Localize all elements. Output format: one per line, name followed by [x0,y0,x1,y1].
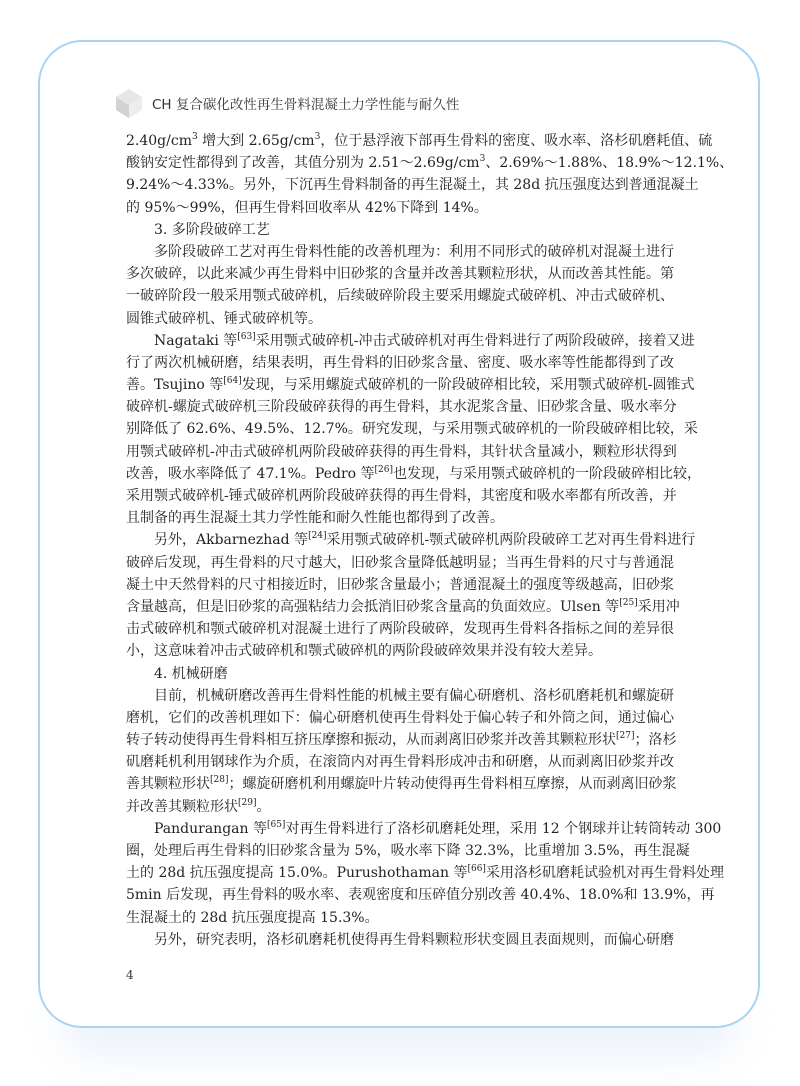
text-run: 2.40g/cm [126,133,192,149]
text-run: 5min 后发现，再生骨料的吸水率、表观密度和压碎值分别改善 40.4%、18.0%和 13.9%，再 [126,887,715,904]
paragraph-line [126,441,677,463]
text-run: 善其颗粒形状 [126,776,210,793]
paragraph-line [126,418,698,440]
paragraph-line [126,485,677,507]
citation-superscript: 3 [314,132,321,142]
text-run: 击式破碎机和颚式破碎机对混凝土进行了两阶段破碎，发现再生骨料各指标之间的差异很 [126,621,674,638]
paragraph-line [126,862,724,884]
text-run: 圆锥式破碎机、锤式破碎机等。 [126,310,322,327]
citation-superscript: 3 [479,154,486,165]
section-heading [126,219,674,241]
paragraph-line [126,352,674,374]
text-run: 多阶段破碎工艺对再生骨料性能的改善机理为：利用不同形式的破碎机对混凝土进行 [154,243,674,260]
paragraph-line [126,174,699,196]
paragraph-line [126,574,674,596]
paragraph-line [126,197,674,219]
text-run: 凝土中天然骨料的尺寸相接近时，旧砂浆含量最小；普通混凝土的强度等级越高，旧砂浆 [126,576,674,593]
paragraph-line [126,796,674,818]
document-body [126,130,734,951]
text-run: 。 [256,798,271,815]
text-run: 酸钠安定性都得到了改善，其值分别为 2.51～2.69g/cm [126,155,480,172]
text-run: 用颚式破碎机-冲击式破碎机两阶段破碎获得的再生骨料，其针状含量减小，颗粒形状得到 [126,443,677,460]
paragraph-line [126,818,722,840]
citation-superscript: [29] [238,797,257,808]
citation-superscript: [66] [467,864,486,875]
citation-superscript: [65] [266,819,286,830]
paragraph-line [126,640,674,662]
text-run: 小，这意味着冲击式破碎机和颚式破碎机的两阶段破碎效果并没有较大差异。 [126,643,602,660]
text-run: 采用洛杉矶磨耗试验机对再生骨料处理 [485,865,724,882]
text-run: 采用颚式破碎机-锤式破碎机两阶段破碎获得的再生骨料，其密度和吸水率都有所改善，并 [126,488,677,504]
cube-logo-icon [112,87,146,119]
text-run: 4. 机械研磨 [154,665,228,682]
text-run: 并改善其颗粒形状 [126,798,238,815]
citation-superscript: [28] [210,775,229,786]
text-run: 别降低了 62.6%、49.5%、12.7%。研究发现，与采用颚式破碎机的一阶段破碎相比较，采 [126,421,698,438]
text-run: 磨机，它们的改善机理如下：偏心研磨机使再生骨料处于偏心转子和外筒之间，通过偏心 [126,709,674,726]
paragraph-line [126,773,677,795]
paragraph-line [126,552,674,574]
text-run: Nagataki 等 [154,332,238,349]
text-run: 、2.69%～1.88%、18.9%～12.1%、 [485,155,734,172]
citation-superscript: [24] [308,531,327,542]
text-run: 采用冲 [637,598,680,615]
paragraph-line [126,840,690,862]
text-run: 改善，吸水率降低了 47.1%。Pedro 等 [126,465,375,482]
text-run: ；洛杉 [634,732,677,749]
text-run: 破碎机-螺旋式破碎机三阶段破碎获得的再生骨料，其水泥浆含量、旧砂浆含量、吸水率分 [126,399,677,416]
citation-superscript: [64] [223,376,242,387]
paragraph-line [126,396,677,418]
paragraph-line [126,884,715,906]
text-run: 含量越高，但是旧砂浆的高强粘结力会抵消旧砂浆含量高的负面效应。Ulsen 等 [126,598,620,615]
citation-superscript: [25] [619,597,638,608]
text-run: 矶磨耗机利用钢球作为介质，在滚筒内对再生骨料形成冲击和研磨，从而剥离旧砂浆并改 [126,754,674,771]
text-run: 采用颚式破碎机-颚式破碎机两阶段破碎工艺对再生骨料进行 [326,532,696,549]
paragraph-line [126,596,680,618]
citation-superscript: 3 [191,132,198,142]
paragraph-line [126,130,713,152]
paragraph-line [126,729,677,751]
text-run: 且制备的再生混凝土其力学性能和耐久性能也都得到了改善。 [126,510,504,527]
paragraph-line [126,374,695,396]
text-run: 增大到 2.65g/cm [197,133,315,149]
paragraph-line [126,907,674,929]
page-number: 4 [126,968,134,982]
text-run: 转子转动使得再生骨料相互挤压摩擦和振动，从而剥离旧砂浆并改善其颗粒形状 [126,732,616,749]
paragraph-line [126,529,696,551]
paragraph-line [126,929,674,951]
paragraph-line [126,241,674,263]
text-run: ；螺旋研磨机利用螺旋叶片转动使得再生骨料相互摩擦，从而剥离旧砂浆 [228,776,677,793]
paragraph-line [126,263,674,285]
text-run: 对再生骨料进行了洛杉矶磨耗处理，采用 12 个钢球并让转筒转动 300 [285,820,722,837]
citation-superscript: [26] [374,464,394,475]
text-run: 采用颚式破碎机-冲击式破碎机对再生骨料进行了两阶段破碎，接着又进 [255,332,695,349]
citation-superscript: [27] [616,731,635,742]
text-run: 土的 28d 抗压强度提高 15.0%。Purushothaman 等 [126,865,468,882]
text-run: Pandurangan 等 [154,820,267,837]
book-title: CH 复合碳化改性再生骨料混凝土力学性能与耐久性 [152,97,460,113]
text-run: 另外，Akbarnezhad 等 [154,532,309,549]
paragraph-line [126,707,674,729]
text-run: 9.24%～4.33%。另外，下沉再生骨料制备的再生混凝土，其 28d 抗压强度达到普通混凝土 [126,177,699,194]
paragraph-line [126,751,674,773]
text-run: 也发现，与采用颚式破碎机的一阶段破碎相比较， [393,465,702,482]
paragraph-line [126,618,674,640]
paragraph-line [126,507,674,529]
text-run: 圈，处理后再生骨料的旧砂浆含量为 5%，吸水率下降 32.3%，比重增加 3.5%，再生混凝 [126,843,690,859]
paragraph-line [126,685,674,707]
text-run: 目前，机械研磨改善再生骨料性能的机械主要有偏心研磨机、洛杉矶磨耗机和螺旋研 [154,687,674,704]
section-heading [126,663,674,685]
text-run: 破碎后发现，再生骨料的尺寸越大，旧砂浆含量降低越明显；当再生骨料的尺寸与普通混 [126,554,674,571]
text-run: 的 95%～99%，但再生骨料回收率从 42%下降到 14%。 [126,199,488,216]
text-run: 3. 多阶段破碎工艺 [154,221,270,238]
text-run: 多次破碎，以此来减少再生骨料中旧砂浆的含量并改善其颗粒形状，从而改善其性能。第 [126,266,674,283]
citation-superscript: [63] [237,331,256,342]
text-run: 行了两次机械研磨，结果表明，再生骨料的旧砂浆含量、密度、吸水率等性能都得到了改 [126,354,674,371]
paragraph-line [126,152,734,174]
text-run: 发现，与采用螺旋式破碎机的一阶段破碎相比较，采用颚式破碎机-圆锥式 [241,377,695,394]
paragraph-line [126,463,702,485]
text-run: 生混凝土的 28d 抗压强度提高 15.3%。 [126,909,379,926]
text-run: 另外，研究表明，洛杉矶磨耗机使得再生骨料颗粒形状变圆且表面规则，而偏心研磨 [154,931,674,948]
text-run: ，位于悬浮液下部再生骨料的密度、吸水率、洛杉矶磨耗值、硫 [320,133,713,149]
text-run: 一破碎阶段一般采用颚式破碎机，后续破碎阶段主要采用螺旋式破碎机、冲击式破碎机、 [126,288,674,305]
paragraph-line [126,285,674,307]
paragraph-line [126,330,695,352]
paragraph-line [126,308,674,330]
running-header [112,88,459,118]
text-run: 善。Tsujino 等 [126,377,224,394]
